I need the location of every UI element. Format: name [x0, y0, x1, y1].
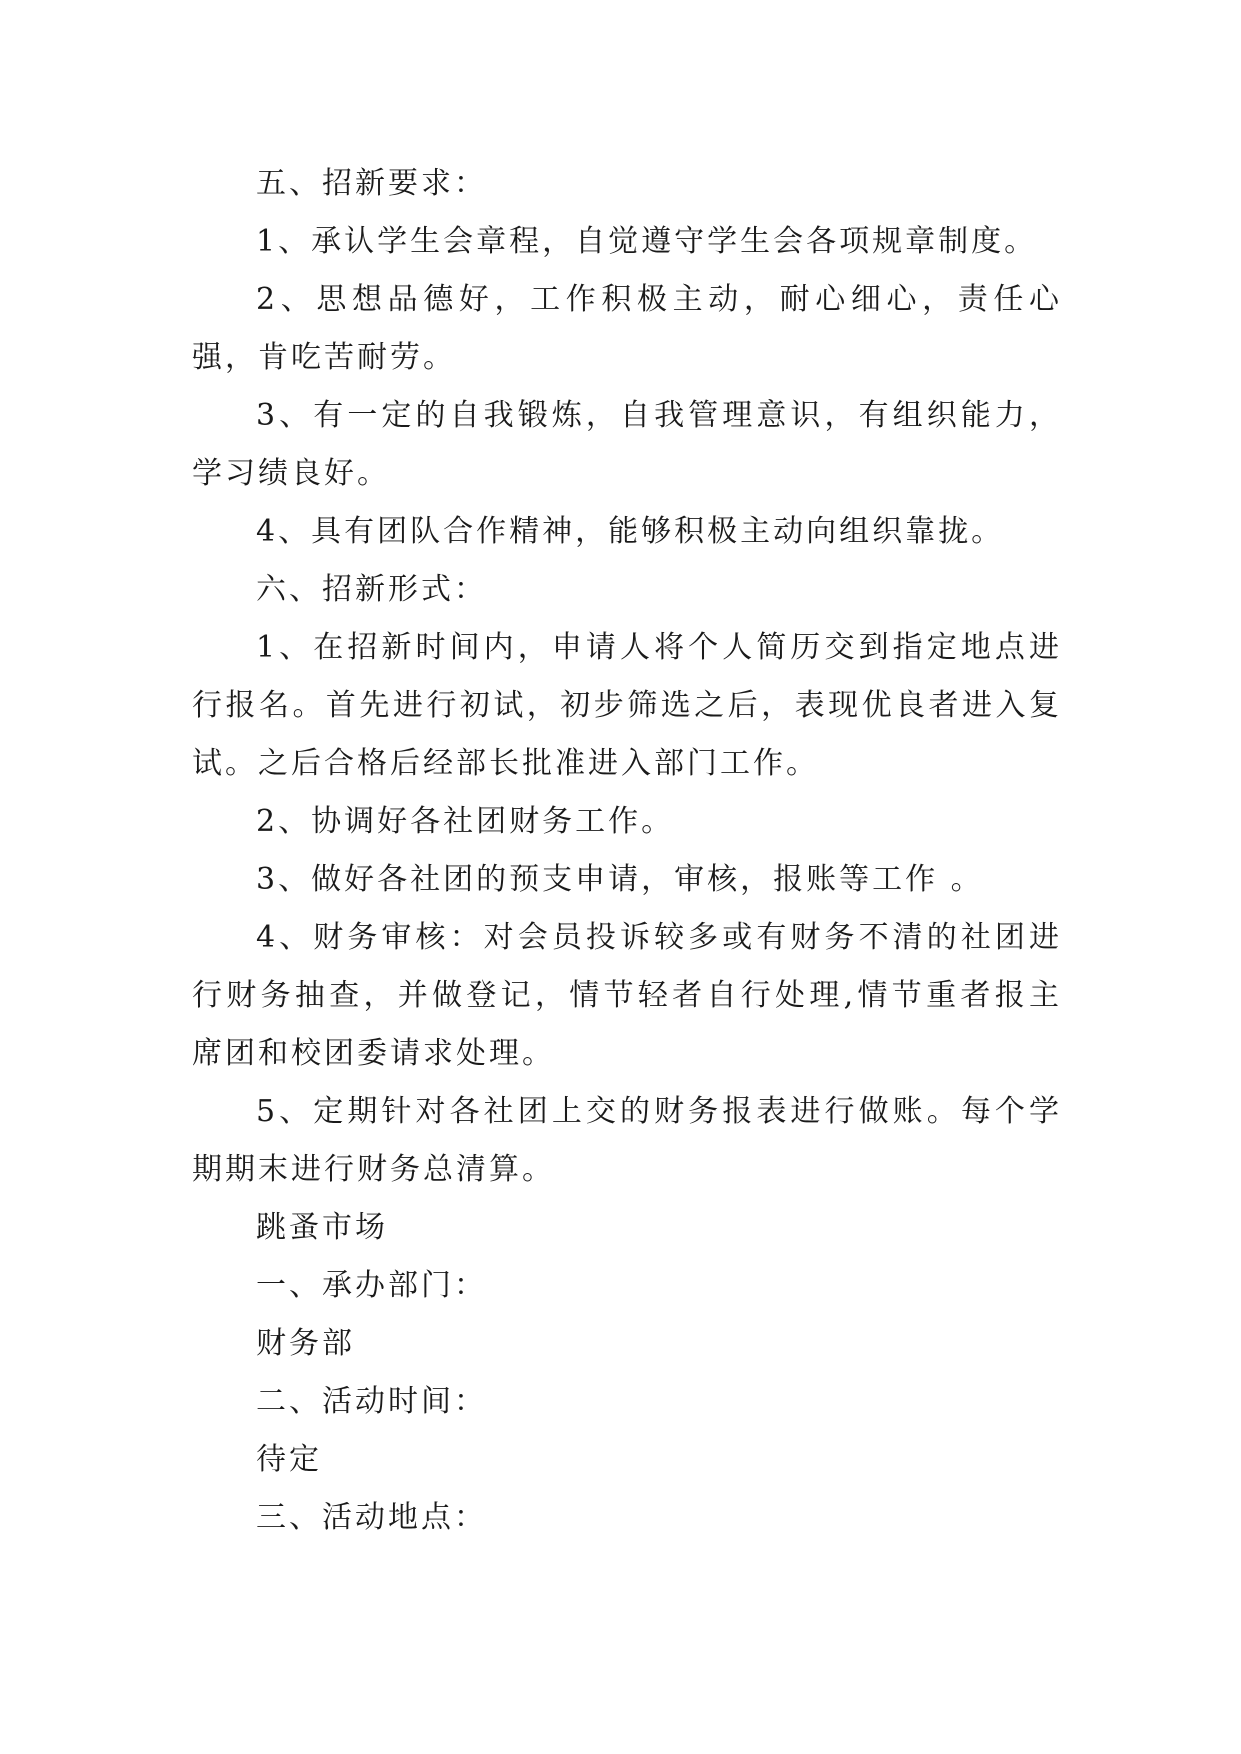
paragraph: 财务部: [256, 1326, 355, 1361]
paragraph: 1、承认学生会章程，自觉遵守学生会各项规章制度。: [256, 224, 1038, 259]
document-body: [192, 155, 1062, 1547]
section-heading-recruit-requirements: 五、招新要求：: [256, 166, 487, 201]
section-heading-activity-time: 二、活动时间：: [256, 1384, 487, 1419]
paragraph: 5、定期针对各社团上交的财务报表进行做账。每个学期期末进行财务总清算。: [192, 1094, 1062, 1187]
paragraph: 2、协调好各社团财务工作。: [256, 804, 675, 839]
paragraph: 3、有一定的自我锻炼，自我管理意识，有组织能力，学习绩良好。: [192, 398, 1062, 491]
paragraph: 4、财务审核：对会员投诉较多或有财务不清的社团进行财务抽查，并做登记，情节轻者自行处理,情节重者报主席团和校团委请求处理。: [192, 920, 1062, 1071]
section-heading-organizer: 一、承办部门：: [256, 1268, 487, 1303]
paragraph: 4、具有团队合作精神，能够积极主动向组织靠拢。: [256, 514, 1005, 549]
paragraph: 3、做好各社团的预支申请，审核，报账等工作 。: [256, 862, 984, 897]
paragraph: 1、在招新时间内，申请人将个人简历交到指定地点进行报名。首先进行初试，初步筛选之后，表现优良者进入复试。之后合格后经部长批准进入部门工作。: [192, 630, 1062, 781]
section-heading-activity-location: 三、活动地点：: [256, 1500, 487, 1535]
section-title-flea-market: 跳蚤市场: [256, 1210, 388, 1245]
paragraph: 待定: [256, 1442, 322, 1477]
section-heading-recruit-format: 六、招新形式：: [256, 572, 487, 607]
paragraph: 2、思想品德好，工作积极主动，耐心细心，责任心强，肯吃苦耐劳。: [192, 282, 1062, 375]
